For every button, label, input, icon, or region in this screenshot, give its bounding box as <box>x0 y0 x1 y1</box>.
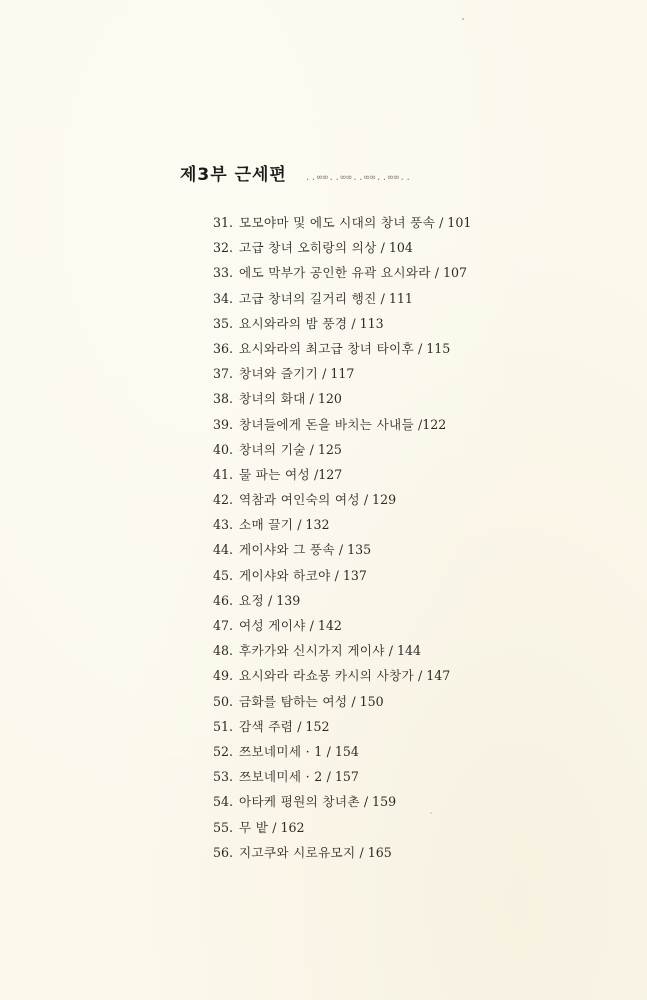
toc-entry-page: / 125 <box>309 441 342 457</box>
toc-entry-title: 쯔보네미세 · 2 <box>239 769 323 785</box>
toc-entry-title: 요시와라 라쇼몽 카시의 사창가 <box>239 668 414 684</box>
toc-entry-number: 33. <box>213 265 234 281</box>
toc-entry-number: 51. <box>213 718 234 734</box>
toc-entry-page: / 144 <box>388 643 422 659</box>
toc-entry-number: 46. <box>213 592 234 608</box>
toc-entry <box>213 361 471 386</box>
toc-entry-number: 56. <box>213 844 234 860</box>
toc-entry-number: 47. <box>213 618 234 633</box>
toc-entry-page: / 113 <box>351 315 384 331</box>
toc-entry <box>213 588 471 613</box>
toc-entry <box>213 311 471 336</box>
toc-entry-number: 39. <box>213 416 234 432</box>
toc-entry <box>213 412 471 437</box>
part-title: 제3부 근세편 <box>180 165 287 185</box>
toc-entry-title: 무 밭 <box>239 819 269 835</box>
toc-entry-title: 모모야마 및 에도 시대의 창녀 풍속 <box>239 215 436 230</box>
toc-entry-page: / 115 <box>417 340 451 356</box>
toc-entry <box>213 789 471 814</box>
toc-entry-number: 53. <box>213 769 234 785</box>
toc-entry-number: 42. <box>213 492 234 508</box>
toc-entry-page: /127 <box>313 466 343 482</box>
toc-entry-number: 50. <box>213 693 234 709</box>
toc-entry-page: / 162 <box>272 819 305 835</box>
toc-entry-number: 37. <box>213 366 234 382</box>
toc-entry <box>213 764 471 789</box>
toc-entry-page: / 137 <box>334 567 367 583</box>
toc-entry <box>213 563 471 588</box>
toc-entry <box>213 689 471 714</box>
toc-entry-number: 49. <box>213 668 234 684</box>
toc-entry-title: 창녀들에게 돈을 바치는 사내들 <box>239 416 414 432</box>
toc-entry-title: 게이샤와 그 풍속 <box>239 542 335 558</box>
toc-entry-title: 역참과 여인숙의 여성 <box>239 492 360 508</box>
toc-entry-page: / 104 <box>380 240 413 256</box>
toc-entry-title: 요정 <box>239 592 264 608</box>
toc-entry-title: 창녀의 화대 <box>239 391 306 407</box>
toc-entry-number: 45. <box>213 567 234 583</box>
toc-entry-title: 아타케 평원의 창녀촌 <box>239 794 360 810</box>
toc-entry <box>213 840 471 865</box>
toc-entry <box>213 210 471 235</box>
toc-entry <box>213 437 471 462</box>
toc-entry-page: / 159 <box>363 794 397 810</box>
toc-entry <box>213 714 471 739</box>
toc-entry-page: / 165 <box>359 844 392 860</box>
toc-entry-title: 창녀와 즐기기 <box>239 366 319 382</box>
toc-entry <box>213 512 471 537</box>
toc-entry-page: / 117 <box>322 366 355 382</box>
toc-entry-page: / 154 <box>326 743 359 759</box>
toc-entry-title: 창녀의 기술 <box>239 441 306 457</box>
paper-speck <box>430 812 432 814</box>
toc-entry-title: 게이샤와 하코야 <box>239 567 331 583</box>
toc-entry-title: 감색 주렴 <box>239 718 294 734</box>
toc-entry <box>213 663 471 688</box>
toc-entry-title: 요시와라의 최고급 창녀 타이후 <box>239 340 414 356</box>
toc-entry-number: 40. <box>213 441 234 457</box>
toc-entry-page: / 142 <box>309 618 342 633</box>
heading-ornament: ..∞∞..∞∞..∞∞..∞∞.. <box>304 173 412 183</box>
toc-entry-page: / 135 <box>338 542 372 558</box>
toc-entry-page: / 129 <box>363 492 397 508</box>
toc-entry-number: 35. <box>213 315 234 331</box>
toc-entry-page: / 107 <box>434 265 468 281</box>
paper-speck <box>462 18 464 20</box>
toc-entry <box>213 462 471 487</box>
toc-entry-number: 54. <box>213 794 234 810</box>
toc-entry-title: 에도 막부가 공인한 유곽 요시와라 <box>239 265 431 281</box>
toc-entry-title: 물 파는 여성 <box>239 466 310 482</box>
toc-entry-page: / 120 <box>309 391 342 407</box>
toc-entry-number: 43. <box>213 517 234 533</box>
toc-entry-number: 34. <box>213 290 234 306</box>
toc-entry-number: 32. <box>213 240 234 256</box>
toc-entry <box>213 537 471 562</box>
toc-entry-page: / 157 <box>326 769 359 785</box>
part-heading <box>180 160 411 185</box>
toc-entry-number: 52. <box>213 743 234 759</box>
toc-entry <box>213 260 471 285</box>
toc-entry-page: / 150 <box>351 693 384 709</box>
toc-entry-page: / 147 <box>417 668 451 684</box>
toc-entry <box>213 815 471 840</box>
toc-entry <box>213 286 471 311</box>
toc-entry-number: 44. <box>213 542 234 558</box>
toc-entry-title: 요시와라의 밤 풍경 <box>239 315 348 331</box>
toc-entry-page: / 111 <box>380 290 413 306</box>
toc-entry <box>213 386 471 411</box>
toc-entry-number: 31. <box>213 215 234 230</box>
toc-entry-title: 고급 창녀의 길거리 행진 <box>239 290 377 306</box>
toc-entry-number: 36. <box>213 340 234 356</box>
toc-entry-page: / 101 <box>439 215 472 230</box>
table-of-contents <box>213 210 471 865</box>
toc-entry-number: 38. <box>213 391 234 407</box>
toc-entry <box>213 638 471 663</box>
toc-entry-title: 지고쿠와 시로유모지 <box>239 844 356 860</box>
toc-entry-number: 41. <box>213 466 234 482</box>
toc-entry-title: 금화를 탐하는 여성 <box>239 693 348 709</box>
toc-entry <box>213 487 471 512</box>
toc-entry-title: 고급 창녀 오히랑의 의상 <box>239 240 377 256</box>
toc-entry-title: 소매 끌기 <box>239 517 294 533</box>
toc-entry-number: 55. <box>213 819 234 835</box>
toc-entry-number: 48. <box>213 643 234 659</box>
toc-entry <box>213 613 471 638</box>
toc-entry <box>213 739 471 764</box>
toc-entry-title: 후카가와 신시가지 게이샤 <box>239 643 385 659</box>
toc-entry-page: /122 <box>417 416 447 432</box>
toc-entry-title: 여성 게이샤 <box>239 618 306 633</box>
toc-entry-page: / 139 <box>267 592 301 608</box>
toc-entry-title: 쯔보네미세 · 1 <box>239 743 323 759</box>
toc-entry <box>213 336 471 361</box>
toc-entry-page: / 152 <box>297 718 330 734</box>
toc-entry <box>213 235 471 260</box>
toc-entry-page: / 132 <box>297 517 330 533</box>
